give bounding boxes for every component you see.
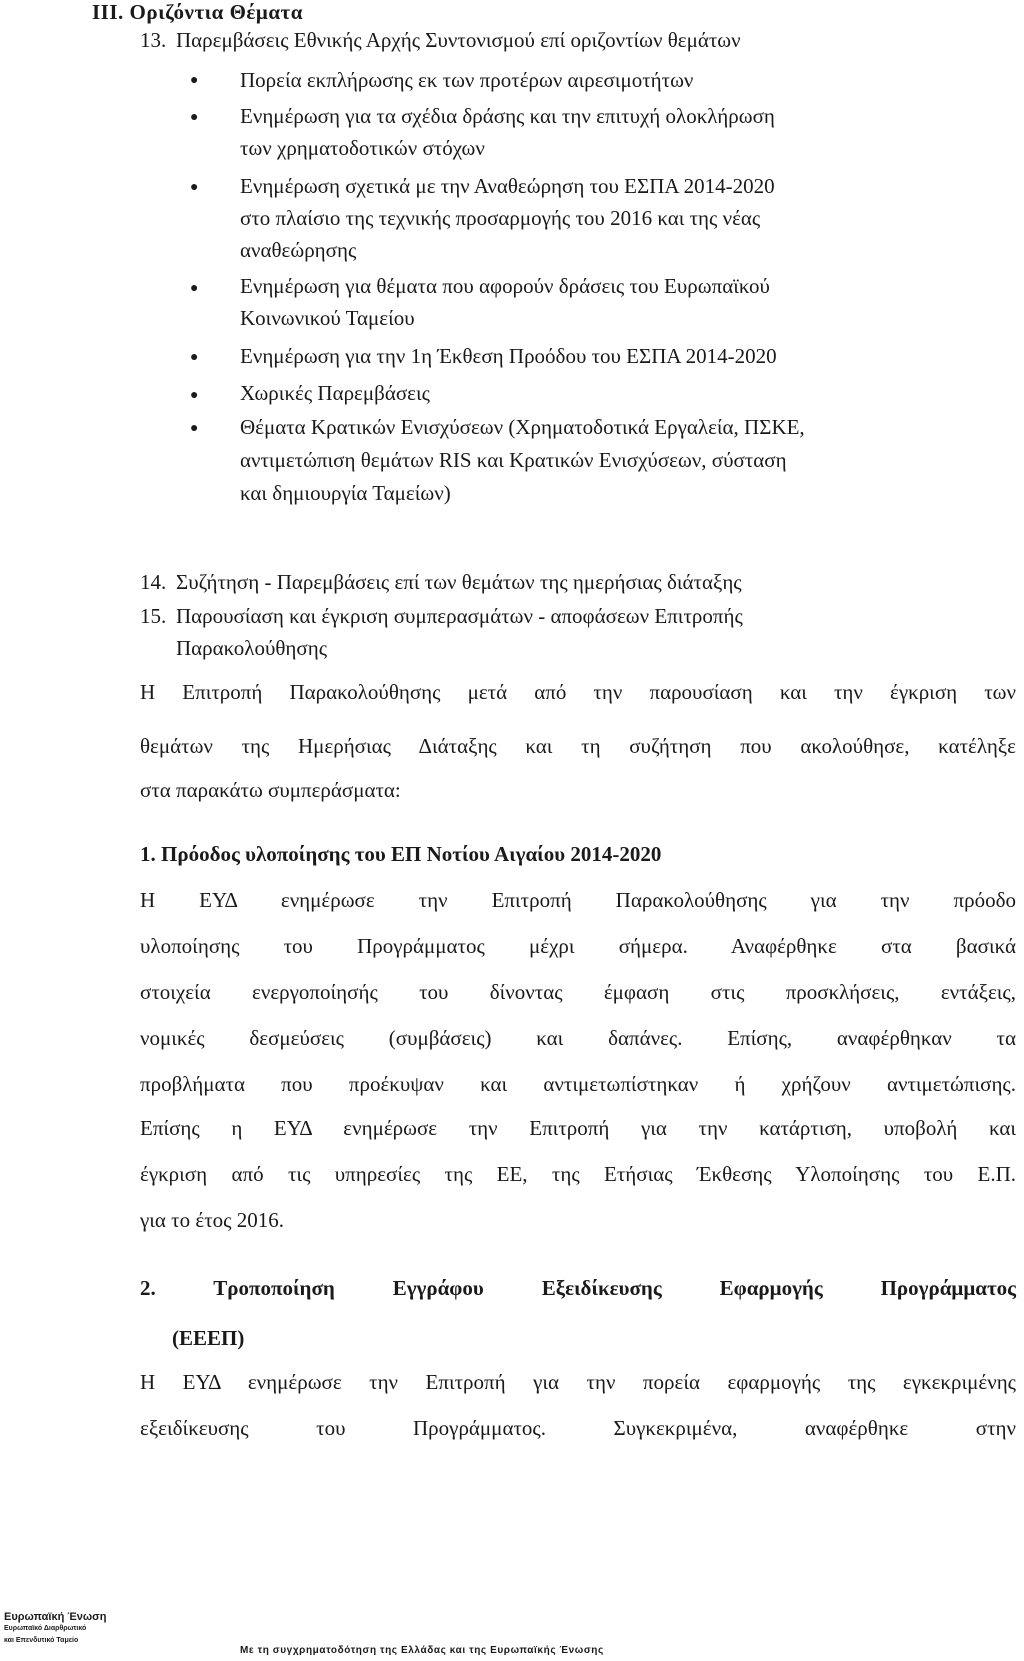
conclusion-2-title-line-2: (ΕΕΕΠ) [172, 1326, 245, 1350]
bullet-icon: ● [190, 180, 199, 195]
bullet-3-line-3: αναθεώρησης [240, 238, 357, 262]
intro-line-1: Η Επιτροπή Παρακολούθησης μετά από την παρουσίαση και την έγκριση των [140, 680, 1016, 704]
bullet-2-line-1: Ενημέρωση για τα σχέδια δράσης και την επιτυχή ολοκλήρωση [240, 104, 775, 128]
bullet-4-line-2: Κοινωνικού Ταμείου [240, 306, 415, 330]
item-14-text: Συζήτηση - Παρεμβάσεις επί των θεμάτων της ημερήσιας διάταξης [176, 570, 742, 594]
conclusion-2-line-2: εξειδίκευσης του Προγράμματος. Συγκεκριμένα, αναφέρθηκε στην [140, 1416, 1016, 1440]
conclusion-1-line-6: Επίσης η ΕΥΔ ενημέρωσε την Επιτροπή για την κατάρτιση, υποβολή και [140, 1116, 1016, 1140]
conclusion-2-line-1: Η ΕΥΔ ενημέρωσε την Επιτροπή για την πορεία εφαρμογής της εγκεκριμένης [140, 1370, 1016, 1394]
conclusion-1-line-8: για το έτος 2016. [140, 1208, 284, 1232]
intro-line-3: στα παρακάτω συμπεράσματα: [140, 778, 401, 802]
bullet-6-line-1: Χωρικές Παρεμβάσεις [240, 381, 430, 405]
conclusion-1-title: 1. Πρόοδος υλοποίησης του ΕΠ Νοτίου Αιγαίου 2014-2020 [140, 842, 662, 866]
eu-logo-line-2: Ευρωπαϊκό Διαρθρωτικό [4, 1625, 87, 1632]
cofinance-notice: Με τη συγχρηματοδότηση της Ελλάδας και της Ευρωπαϊκής Ένωσης [240, 1645, 604, 1656]
bullet-5-line-1: Ενημέρωση για την 1η Έκθεση Προόδου του ΕΣΠΑ 2014-2020 [240, 344, 777, 368]
eu-logo-line-1: Ευρωπαϊκή Ένωση [4, 1611, 107, 1623]
bullet-2-line-2: των χρηματοδοτικών στόχων [240, 136, 485, 160]
conclusion-1-line-2: υλοποίησης του Προγράμματος μέχρι σήμερα. Αναφέρθηκε στα βασικά [140, 934, 1016, 958]
item-13-number: 13. [140, 28, 167, 52]
bullet-1-line-1: Πορεία εκπλήρωσης εκ των προτέρων αιρεσιμοτήτων [240, 68, 694, 92]
bullet-7-line-3: και δημιουργία Ταμείων) [240, 481, 451, 505]
item-15-number: 15. [140, 604, 167, 628]
item-13-title: Παρεμβάσεις Εθνικής Αρχής Συντονισμού επί οριζοντίων θεμάτων [176, 28, 741, 52]
bullet-3-line-2: στο πλαίσιο της τεχνικής προσαρμογής του 2016 και της νέας [240, 206, 761, 230]
intro-line-2: θεμάτων της Ημερήσιας Διάταξης και τη συζήτηση που ακολούθησε, κατέληξε [140, 734, 1016, 758]
conclusion-1-line-1: Η ΕΥΔ ενημέρωσε την Επιτροπή Παρακολούθησης για την πρόοδο [140, 888, 1016, 912]
bullet-4-line-1: Ενημέρωση για θέματα που αφορούν δράσεις του Ευρωπαϊκού [240, 274, 770, 298]
bullet-icon: ● [190, 388, 199, 403]
bullet-icon: ● [190, 350, 199, 365]
item-15-line-2: Παρακολούθησης [176, 636, 328, 660]
bullet-icon: ● [190, 110, 199, 125]
eu-logo-line-3: και Επενδυτικό Ταμείο [4, 1637, 79, 1644]
item-15-line-1: Παρουσίαση και έγκριση συμπερασμάτων - αποφάσεων Επιτροπής [176, 604, 743, 628]
conclusion-1-line-4: νομικές δεσμεύσεις (συμβάσεις) και δαπάνες. Επίσης, αναφέρθηκαν τα [140, 1026, 1016, 1050]
bullet-7-line-1: Θέματα Κρατικών Ενισχύσεων (Χρηματοδοτικά Εργαλεία, ΠΣΚΕ, [240, 415, 805, 439]
bullet-icon: ● [190, 421, 199, 436]
item-14-number: 14. [140, 570, 167, 594]
bullet-3-line-1: Ενημέρωση σχετικά με την Αναθεώρηση του ΕΣΠΑ 2014-2020 [240, 174, 775, 198]
bullet-7-line-2: αντιμετώπιση θεμάτων RIS και Κρατικών Ενισχύσεων, σύσταση [240, 448, 787, 472]
conclusion-1-line-5: προβλήματα που προέκυψαν και αντιμετωπίστηκαν ή χρήζουν αντιμετώπισης. [140, 1072, 1016, 1096]
conclusion-1-line-7: έγκριση από τις υπηρεσίες της ΕΕ, της Ετήσιας Έκθεσης Υλοποίησης του Ε.Π. [140, 1162, 1016, 1186]
conclusion-2-title-line-1: 2. Τροποποίηση Εγγράφου Εξειδίκευσης Εφαρμογής Προγράμματος [140, 1276, 1016, 1300]
conclusion-1-line-3: στοιχεία ενεργοποίησής του δίνοντας έμφαση στις προσκλήσεις, εντάξεις, [140, 980, 1016, 1004]
bullet-icon: ● [190, 73, 199, 88]
bullet-icon: ● [190, 281, 199, 296]
eu-logo-text [4, 1611, 106, 1647]
section-heading: III. Οριζόντια Θέματα [92, 0, 303, 24]
